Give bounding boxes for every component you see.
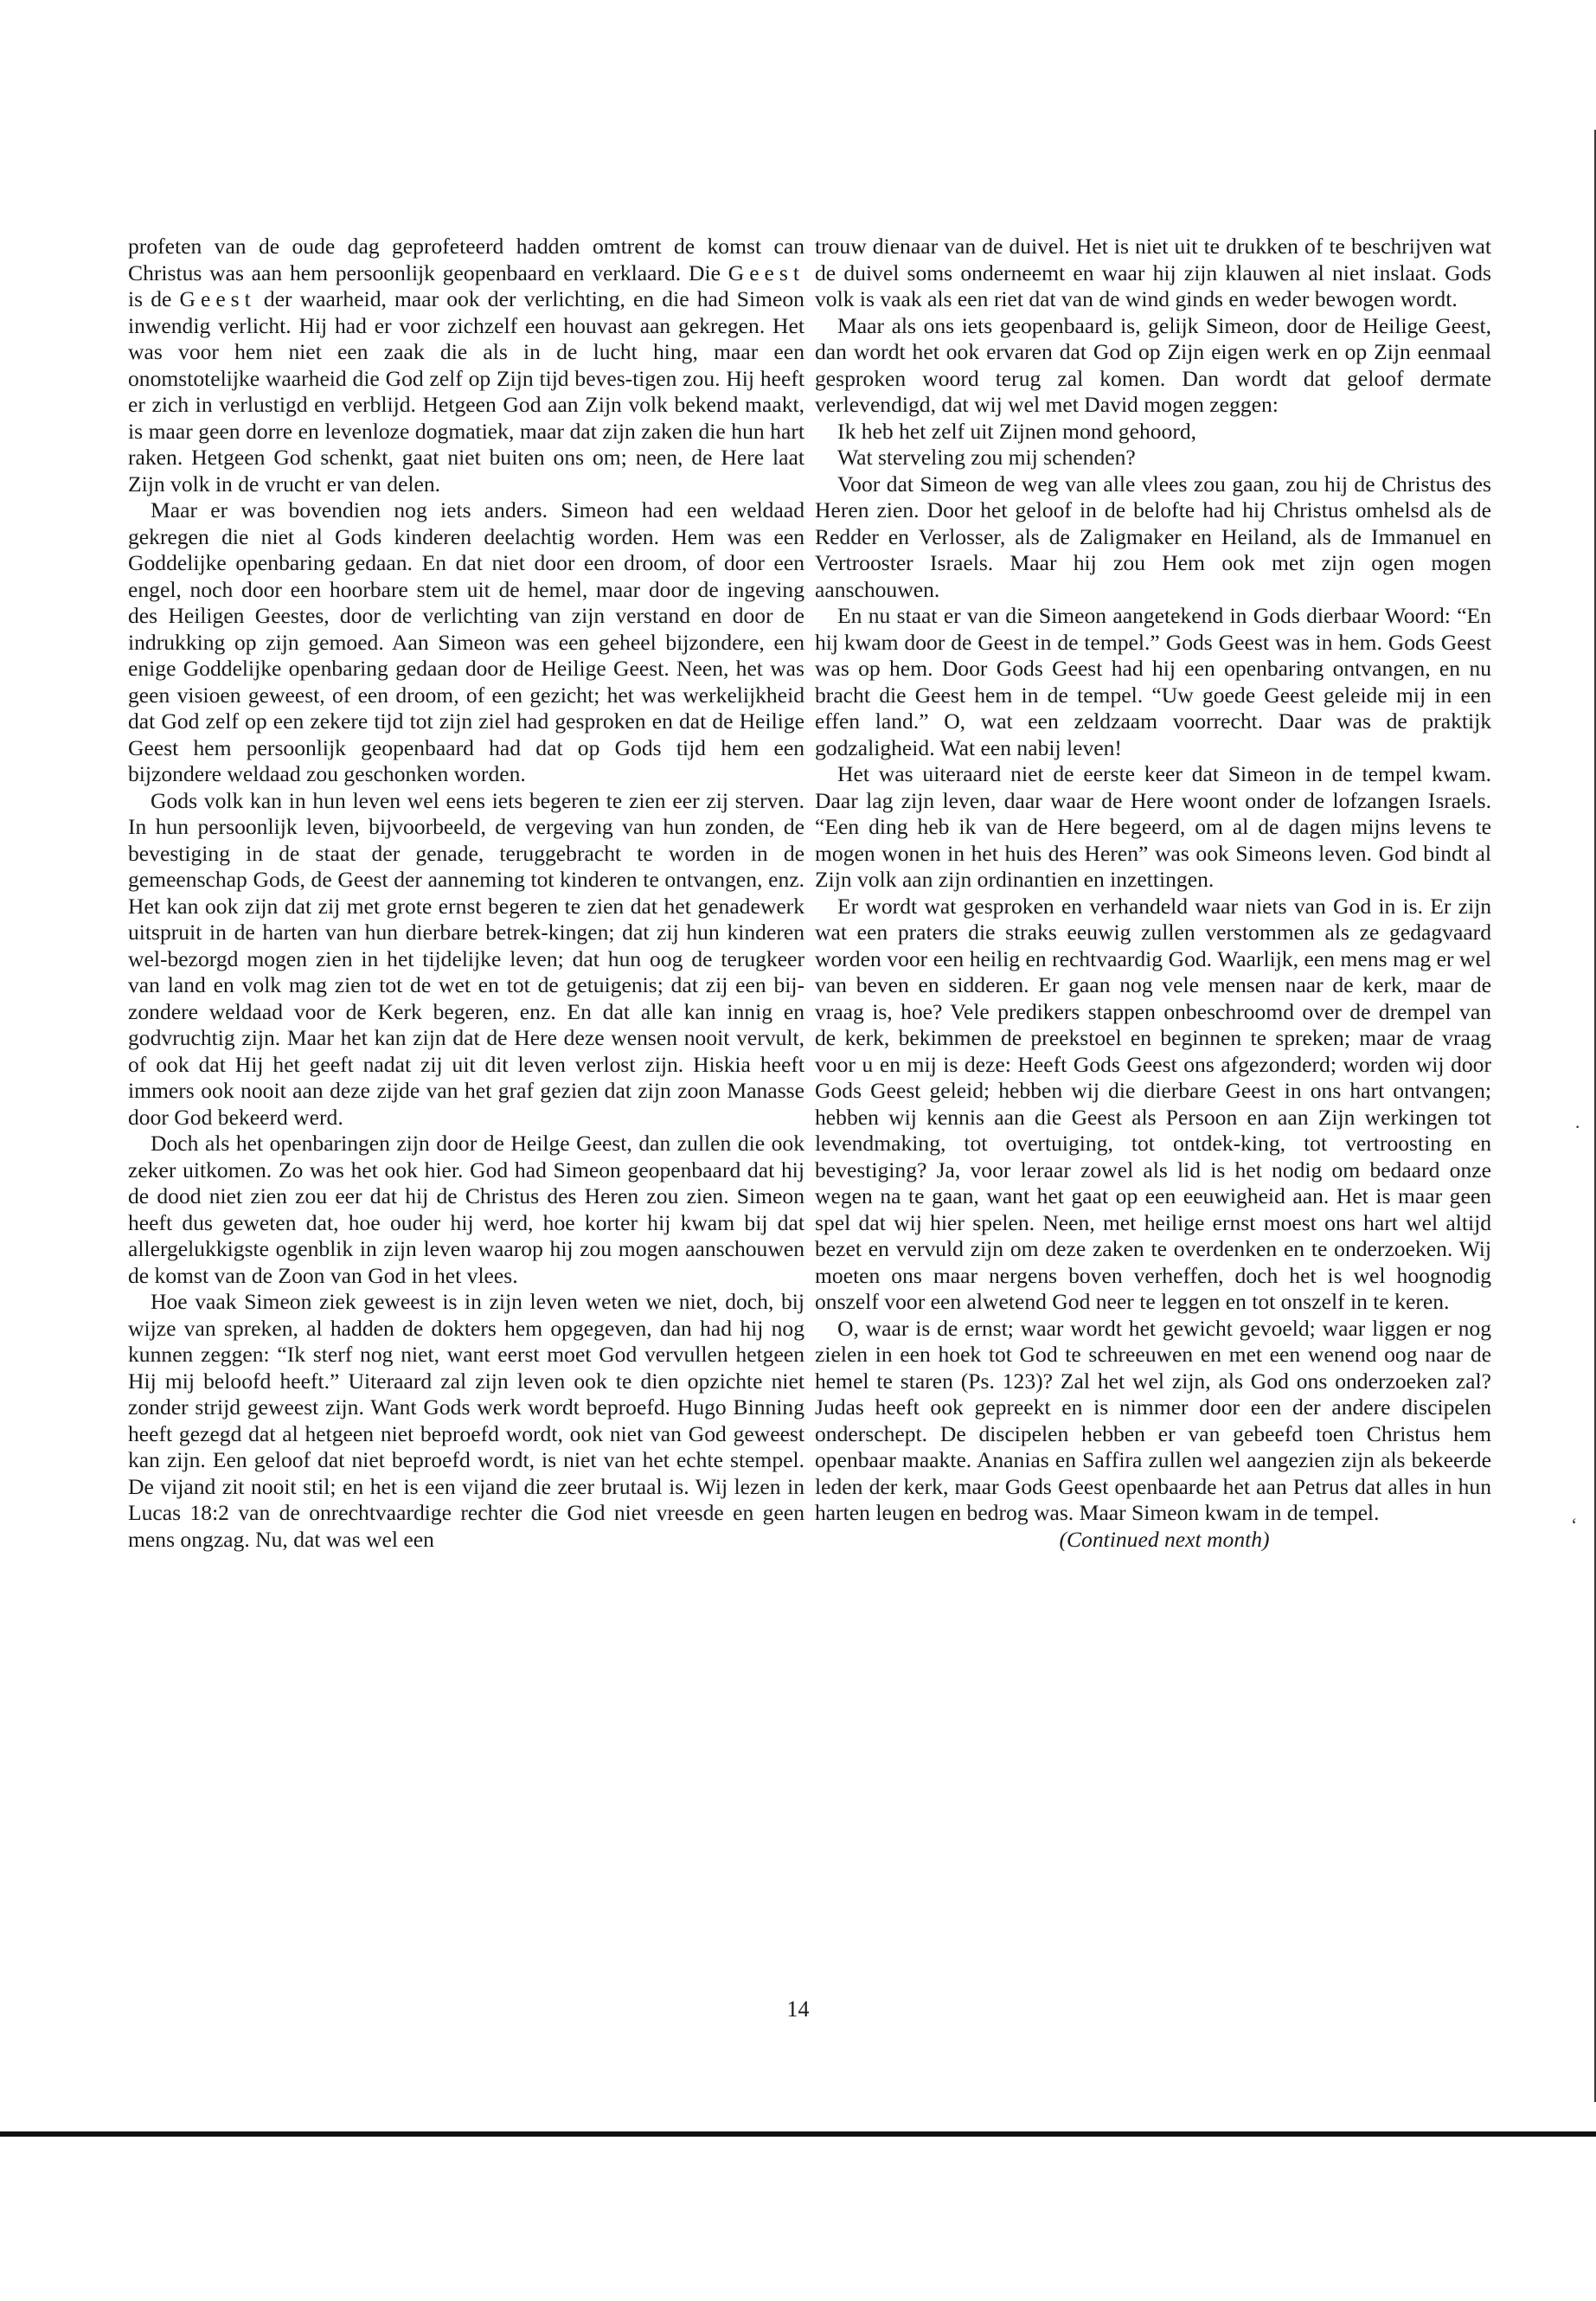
margin-mark: · [1574, 1116, 1581, 1138]
left-paragraph-1: profeten van de oude dag geprofeteerd hadden omtrent de komst can Christus was aan hem persoonlijk geopenbaard en verklaard. Die Geest is de Geest der waarheid, maar ook der verlichting, en die had Simeon inwendig verlicht. Hij had er voor zichzelf een houvast aan gekregen. Het was voor hem niet een zaak die als in de lucht hing, maar een onomstotelijke waarheid die God zelf op Zijn tijd beves-tigen zou. Hij heeft er zich in verlustigd en verblijd. Hetgeen God aan Zijn volk bekend maakt, is maar geen dorre en levenloze dogmatiek, maar dat zijn zaken die hun hart raken. Hetgeen God schenkt, gaat niet buiten ons om; neen, de Here laat Zijn volk in de vrucht er van delen. [128, 234, 804, 497]
right-paragraph-2: Maar als ons iets geopenbaard is, gelijk Simeon, door de Heilige Geest, dan wordt het ook ervaren dat God op Zijn eigen werk en op Zijn eenmaal gesproken woord terug zal komen. Dan wordt dat geloof dermate verlevendigd, dat wij wel met David mogen zeggen: [815, 312, 1491, 417]
verse-line-1: Ik heb het zelf uit Zijnen mond gehoord, [837, 418, 1197, 444]
left-paragraph-3: Gods volk kan in hun leven wel eens iets begeren te zien eer zij sterven. In hun persoonlijk leven, bijvoorbeeld, de vergeving van hun zonden, de bevestiging in de staat der genade, teruggebracht te worden in de gemeenschap Gods, de Geest der aanneming tot kinderen te ontvangen, enz. Het kan ook zijn dat zij met grote ernst begeren te zien dat het genadewerk uitspruit in de harten van hun dierbare betrek-kingen; dat zij hun kinderen wel-bezorgd mogen zien in het tijdelijke leven; dat hun oog de terugkeer van land en volk mag zien tot de wet en tot de getuigenis; dat zij een bij-zondere weldaad voor de Kerk begeren, enz. En dat alle kan innig en godvruchtig zijn. Maar het kan zijn dat de Here deze wensen nooit vervult, of ook dat Hij het geeft nadat zij uit dit leven verlost zijn. Hiskia heeft immers ook nooit aan deze zijde van het graf gezien dat zijn zoon Manasse door God bekeerd werd. [128, 787, 804, 1130]
verse-line-2: Wat sterveling zou mij schenden? [837, 445, 1136, 470]
spaced-word: Geest [727, 260, 804, 285]
scan-edge-bottom [0, 2131, 1596, 2137]
left-column [128, 234, 804, 1553]
margin-mark: ‘ [1571, 1514, 1578, 1535]
page-number: 14 [786, 1997, 810, 2022]
left-paragraph-4: Doch als het openbaringen zijn door de Heilge Geest, dan zullen die ook zeker uitkomen. Zo was het ook hier. God had Simeon geopenbaard dat hij de dood niet zien zou eer dat hij de Christus des Heren zou zien. Simeon heeft dus geweten dat, hoe ouder hij werd, hoe korter hij kwam bij dat allergelukkigste ogenblik in zijn leven waarop hij zou mogen aanschouwen de komst van de Zoon van God in het vlees. [128, 1131, 804, 1288]
right-column [815, 234, 1491, 1553]
right-paragraph-5: Het was uiteraard niet de eerste keer dat Simeon in de tempel kwam. Daar lag zijn leven, daar waar de Here woont onder de lofzangen Israels. “Een ding heb ik van de Here begeerd, om al de dagen mijns levens te mogen wonen in het huis des Heren” was ook Simeons leven. God bindt al Zijn volk aan zijn ordinantien en inzettingen. [815, 761, 1491, 892]
right-paragraph-4: En nu staat er van die Simeon aangetekend in Gods dierbaar Woord: “En hij kwam door de Geest in de tempel.” Gods Geest was in hem. Gods Geest was op hem. Door Gods Geest had hij een openbaring ontvangen, en nu bracht die Geest hem in de tempel. “Uw goede Geest geleide mij in een effen land.” O, wat een zeldzaam voorrecht. Daar was de praktijk godzaligheid. Wat een nabij leven! [815, 603, 1491, 760]
continued-note: (Continued next month) [1059, 1526, 1270, 1552]
left-paragraph-5: Hoe vaak Simeon ziek geweest is in zijn leven weten we niet, doch, bij wijze van spreken, al hadden de dokters hem opgegeven, dan had hij nog kunnen zeggen: “Ik sterf nog niet, want eerst moet God vervullen hetgeen Hij mij beloofd heeft.” Uiteraard zal zijn leven ook te dien opzichte niet zonder strijd geweest zijn. Want Gods werk wordt beproefd. Hugo Binning heeft gezegd dat al hetgeen niet beproefd wordt, ook niet van God geweest kan zijn. Een geloof dat niet beproefd wordt, is niet van het echte stempel. De vijand zit nooit stil; en het is een vijand die zeer brutaal is. Wij lezen in Lucas 18:2 van de onrechtvaardige rechter die God niet vreesde en geen mens ongzag. Nu, dat was wel een [128, 1289, 804, 1552]
right-paragraph-7: O, waar is de ernst; waar wordt het gewicht gevoeld; waar liggen er nog zielen in een hoek tot God te schreeuwen en met een wenend oog naar de hemel te staren (Ps. 123)? Zal het wel zijn, als God ons onderzoeken zal? Judas heeft ook gepreekt en is nimmer door een der andere discipelen onderschept. De discipelen hebben er van gebeefd toen Christus hem openbaar maakte. Ananias en Saffira zullen wel aangezien zijn als bekeerde leden der kerk, maar Gods Geest openbaarde het aan Petrus dat alles in hun harten leugen en bedrog was. Maar Simeon kwam in de tempel. [815, 1315, 1491, 1525]
right-paragraph-1: trouw dienaar van de duivel. Het is niet uit te drukken of te beschrijven wat de duivel soms onderneemt en waar hij zijn klauwen al niet inslaat. Gods volk is vaak als een riet dat van de wind ginds en weder bewogen wordt. [815, 234, 1491, 311]
right-paragraph-3: Voor dat Simeon de weg van alle vlees zou gaan, zou hij de Christus des Heren zien. Door het geloof in de belofte had hij Christus omhelsd als de Redder en Verlosser, als de Zaligmaker en Heiland, als de Immanuel en Vertrooster Israels. Maar hij zou Hem ook met zijn ogen mogen aanschouwen. [815, 471, 1491, 602]
left-paragraph-2: Maar er was bovendien nog iets anders. Simeon had een weldaad gekregen die niet al Gods kinderen deelachtig worden. Hem was een Goddelijke openbaring gedaan. En dat niet door een droom, of door een engel, noch door een hoorbare stem uit de hemel, maar door de ingeving des Heiligen Geestes, door de verlichting van zijn verstand en door de indrukking op zijn gemoed. Aan Simeon was een geheel bijzondere, een enige Goddelijke openbaring gedaan door de Heilige Geest. Neen, het was geen visioen geweest, of een droom, of een gezicht; het was werkelijkheid dat God zelf op een zekere tijd tot zijn ziel had gesproken en dat de Heilige Geest hem persoonlijk geopenbaard had dat op Gods tijd hem een bijzondere weldaad zou geschonken worden. [128, 497, 804, 786]
spaced-word: Geest [179, 286, 256, 311]
right-paragraph-6: Er wordt wat gesproken en verhandeld waar niets van God in is. Er zijn wat een praters die straks eeuwig zullen verstommen als ze gedagvaard worden voor een heilig en rechtvaardig God. Waarlijk, een mens mag er wel van beven en sidderen. Er gaan nog vele mensen naar de kerk, maar de vraag is, hoe? Vele predikers stappen onbeschroomd over de drempel van de kerk, bekimmen de preekstoel en beginnen te spreken; maar de vraag voor u en mij is deze: Heeft Gods Geest ons afgezonderd; worden wij door Gods Geest geleid; hebben wij die dierbare Geest in ons hart ontvangen; hebben wij kennis aan die Geest als Persoon en aan Zijn werkingen tot levendmaking, tot overtuiging, tot ontdek-king, tot vertroosting en bevestiging? Ja, voor leraar zowel als lid is het nodig om bedaard onze wegen na te gaan, want het gaat op een eeuwigheid aan. Het is maar geen spel dat wij hier spelen. Neen, met heilige ernst moest ons hart wel altijd bezet en vervuld zijn om deze zaken te overdenken en te onderzoeken. Wij moeten ons maar nergens boven verheffen, doch het is wel hoognodig onszelf voor een alwetend God neer te leggen en tot onszelf in te keren. [815, 893, 1491, 1314]
